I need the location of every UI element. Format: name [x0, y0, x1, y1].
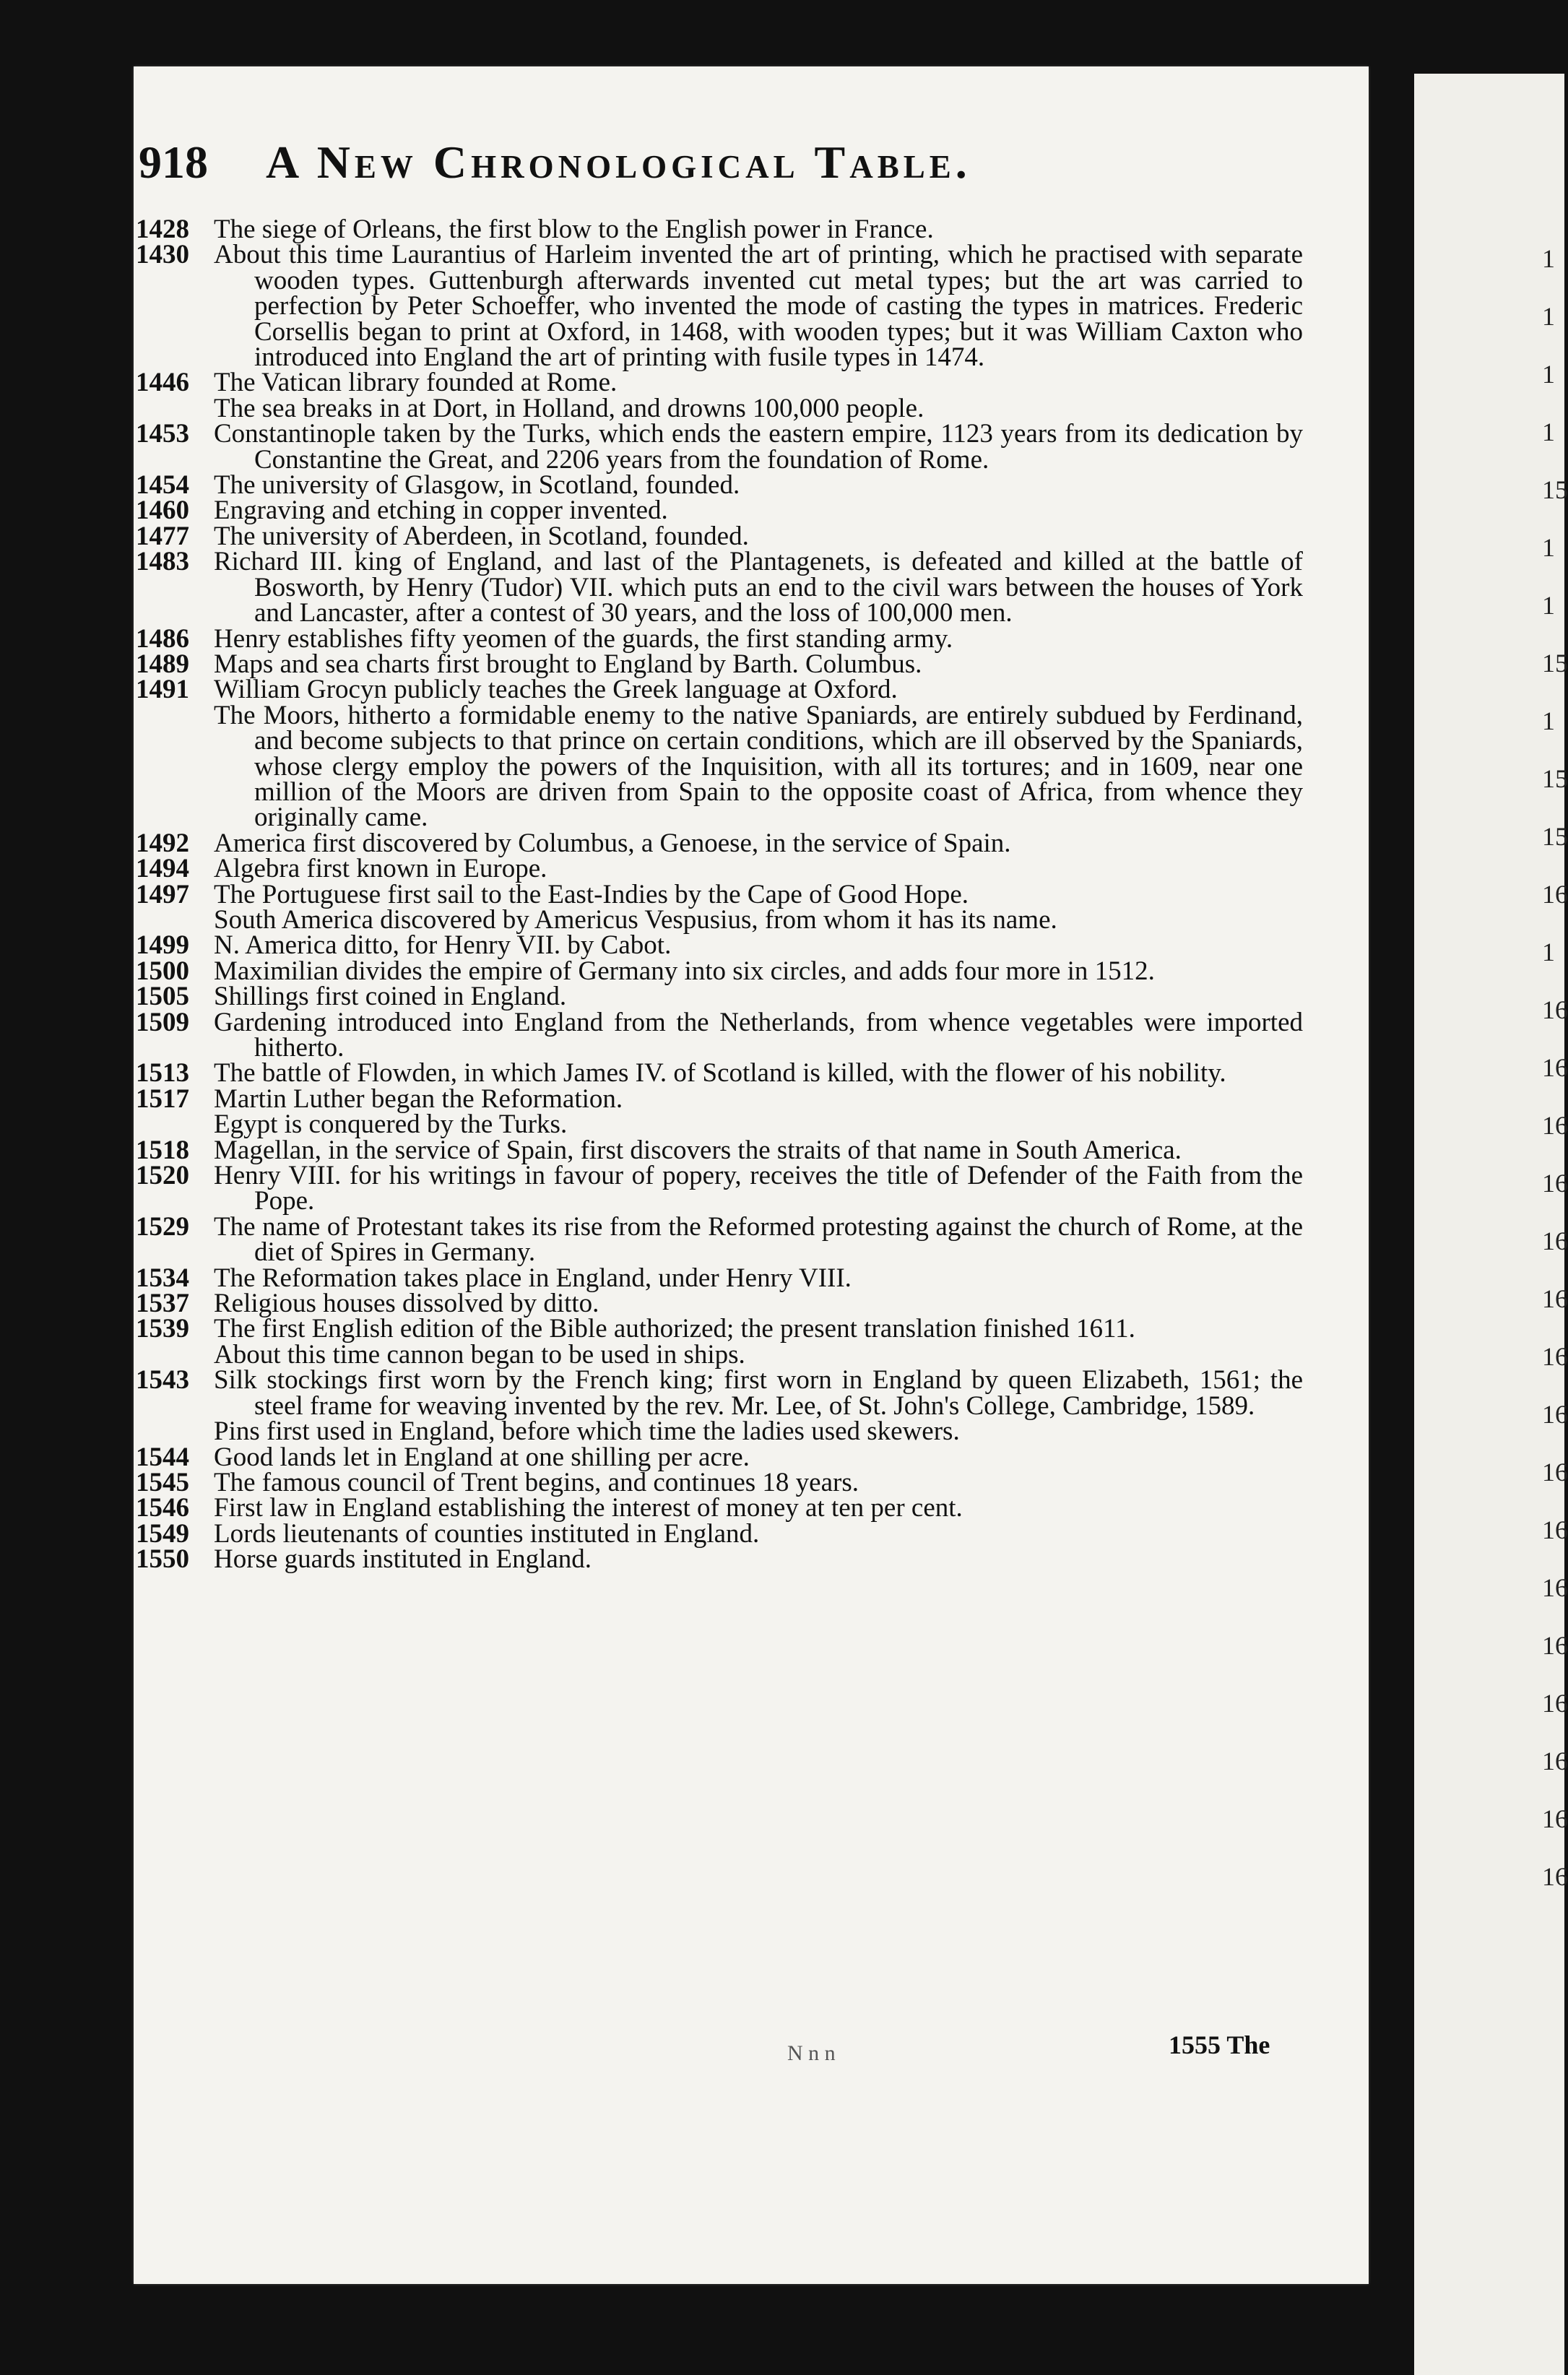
facing-year-fragment: 16 — [1542, 1284, 1568, 1313]
facing-year-fragment: 1 — [1542, 938, 1555, 966]
entry-text: Algebra first known in Europe. — [214, 854, 547, 884]
chronology-entry — [136, 1289, 1303, 1319]
facing-year-fragment: 16 — [1542, 1342, 1568, 1371]
entry-text: Henry establishes fifty yeomen of the guards, the first standing army. — [214, 623, 953, 654]
facing-year-fragment: 16 — [1542, 1747, 1568, 1775]
chronology-entry — [136, 240, 1303, 373]
chronology-entry — [136, 700, 1303, 833]
entry-year: 1489 — [136, 649, 189, 679]
entry-text: Martin Luther began the Reformation. — [214, 1083, 623, 1114]
entry-year: 1483 — [136, 547, 189, 577]
facing-year-fragment: 1 — [1542, 418, 1555, 446]
facing-year-fragment: 16 — [1542, 1227, 1568, 1255]
entry-year: 1491 — [136, 675, 189, 705]
chronology-entry — [136, 1058, 1303, 1089]
facing-year-fragment: 15 — [1542, 475, 1568, 504]
entry-text: The university of Glasgow, in Scotland, founded. — [214, 470, 740, 501]
entry-text: The Vatican library founded at Rome. — [214, 368, 618, 398]
chronology-entry — [136, 521, 1303, 551]
entry-year: 1505 — [136, 982, 189, 1012]
chronology-entry — [136, 419, 1303, 475]
entry-year: 1430 — [136, 240, 189, 270]
entry-text: Maps and sea charts first brought to England by Barth. Columbus. — [214, 649, 922, 679]
chronology-entry — [136, 217, 1303, 242]
chronology-entry — [136, 1109, 1303, 1140]
entry-text: Gardening introduced into England from the Netherlands, from whence vegetables were imported hitherto. — [214, 1007, 1303, 1063]
entry-year: 1500 — [136, 956, 189, 986]
facing-year-fragment: 16 — [1542, 1804, 1568, 1833]
entry-text: First law in England establishing the interest of money at ten per cent. — [214, 1493, 963, 1523]
facing-year-fragment: 16 — [1542, 1053, 1568, 1082]
entry-text: America first discovered by Columbus, a Genoese, in the service of Spain. — [214, 828, 1011, 858]
entry-text: Religious houses dissolved by ditto. — [214, 1289, 599, 1319]
entry-text: Constantinople taken by the Turks, which ends the eastern empire, 1123 years from its dedication by Constantine the Great, and 2206 years from the foundation of Rome. — [214, 419, 1303, 475]
facing-year-fragment: 1 — [1542, 360, 1555, 389]
entry-year: 1529 — [136, 1211, 189, 1242]
chronology-entry — [136, 1518, 1303, 1549]
chronology-entry — [136, 470, 1303, 501]
entry-text: South America discovered by Americus Vespusius, from whom it has its name. — [214, 904, 1057, 935]
printer-signature: N n n — [787, 2041, 836, 2065]
chronology-entry — [136, 1442, 1303, 1472]
chronology-entry — [136, 956, 1303, 986]
chronology-entry — [136, 1544, 1303, 1575]
entry-year: 1453 — [136, 419, 189, 449]
chronology-entry — [136, 1263, 1303, 1293]
facing-year-fragment: 1 — [1542, 244, 1555, 273]
entry-text: N. America ditto, for Henry VII. by Cabot. — [214, 930, 672, 961]
entry-year: 1509 — [136, 1007, 189, 1037]
entry-year: 1428 — [136, 215, 189, 244]
entry-year: 1497 — [136, 879, 189, 909]
entry-text: Maximilian divides the empire of Germany into six circles, and adds four more in 1512. — [214, 956, 1155, 986]
entry-text: Egypt is conquered by the Turks. — [214, 1109, 568, 1140]
facing-year-fragment: 16 — [1542, 1111, 1568, 1140]
entry-text: Pins first used in England, before which time the ladies used skewers. — [214, 1416, 960, 1447]
facing-year-fragment: 16 — [1542, 1458, 1568, 1487]
entry-text: Richard III. king of England, and last of the Plantagenets, is defeated and killed at the battle of Bosworth, by Henry (Tudor) VII. which puts an end to the civil wars between the houses of York and Lancaster, after a contest of 30 years, and the loss of 100,000 men. — [214, 547, 1303, 628]
facing-year-fragment: 16 — [1542, 1631, 1568, 1660]
chronology-entry — [136, 1083, 1303, 1114]
entry-year: 1520 — [136, 1161, 189, 1191]
entry-year: 1486 — [136, 623, 189, 654]
facing-year-fragment: 16 — [1542, 1689, 1568, 1718]
page-title: A New Chronological Table. — [266, 137, 971, 188]
chronology-entry — [136, 1163, 1303, 1214]
facing-year-fragment: 16 — [1542, 1573, 1568, 1602]
facing-year-fragment: 16 — [1542, 1862, 1568, 1891]
entry-text: The Reformation takes place in England, under Henry VIII. — [214, 1263, 852, 1293]
chronology-entry — [136, 675, 1303, 705]
entry-year: 1534 — [136, 1263, 189, 1293]
facing-year-fragment: 16 — [1542, 995, 1568, 1024]
chronology-entry — [136, 1493, 1303, 1523]
entry-text: Horse guards instituted in England. — [214, 1544, 592, 1575]
entry-year: 1513 — [136, 1058, 189, 1089]
facing-year-fragment: 15 — [1542, 822, 1568, 851]
entry-year: 1546 — [136, 1493, 189, 1523]
entry-year: 1499 — [136, 930, 189, 961]
entry-year: 1517 — [136, 1083, 189, 1114]
entry-text: Lords lieutenants of counties instituted in England. — [214, 1518, 760, 1549]
chronology-entry — [136, 879, 1303, 909]
entry-text: Magellan, in the service of Spain, first discovers the straits of that name in South America. — [214, 1135, 1182, 1165]
entry-year: 1537 — [136, 1289, 189, 1319]
entry-year: 1477 — [136, 521, 189, 551]
entry-text: Shillings first coined in England. — [214, 982, 567, 1012]
chronology-entry — [136, 623, 1303, 654]
entry-year: 1460 — [136, 496, 189, 526]
chronology-entry — [136, 1339, 1303, 1370]
facing-year-fragment: 16 — [1542, 880, 1568, 909]
entry-year: 1539 — [136, 1314, 189, 1344]
entry-text: The name of Protestant takes its rise from the Reformed protesting against the church of Rome, at the diet of Spires in Germany. — [214, 1211, 1303, 1268]
chronology-entry — [136, 1135, 1303, 1165]
entry-year: 1454 — [136, 470, 189, 501]
chronology-entry — [136, 1467, 1303, 1497]
entry-year: 1446 — [136, 368, 189, 398]
entry-text: The Portuguese first sail to the East-Indies by the Cape of Good Hope. — [214, 879, 969, 909]
entry-text: The Moors, hitherto a formidable enemy to the native Spaniards, are entirely subdued by Ferdinand, and become subjects to that prince on certain conditions, which are ill observed by the Spaniards, whose clergy employ the powers of the Inquisition, with all its tortures; and in 1609, near one million of the Moors are driven from Spain to the opposite coast of Africa, from whence they originally came. — [214, 700, 1303, 833]
entry-text: About this time Laurantius of Harleim invented the art of printing, which he practised with separate wooden types. Guttenburgh afterwards invented cut metal types; but the art was carried to perfection by Peter Schoeffer, who invented the mode of casting the types in matrices. Frederic Corsellis began to print at Oxford, in 1468, with wooden types; but it was William Caxton who introduced into England the art of printing with fusile types in 1474. — [214, 240, 1303, 373]
entry-year: 1492 — [136, 828, 189, 858]
chronology-entry — [136, 393, 1303, 423]
chronology-entry — [136, 982, 1303, 1012]
entry-text: The battle of Flowden, in which James IV. of Scotland is killed, with the flower of his nobility. — [214, 1058, 1226, 1089]
entry-year: 1543 — [136, 1365, 189, 1396]
facing-year-fragment: 16 — [1542, 1169, 1568, 1198]
chronology-entry — [136, 368, 1303, 398]
chronology-entry — [136, 649, 1303, 679]
facing-year-fragment: 1 — [1542, 591, 1555, 620]
facing-year-fragment: 15 — [1542, 649, 1568, 678]
chronology-list — [136, 215, 1303, 1575]
chronology-entry — [136, 1367, 1303, 1419]
chronology-entry — [136, 828, 1303, 858]
entry-text: The sea breaks in at Dort, in Holland, and drowns 100,000 people. — [214, 393, 924, 423]
entry-text: William Grocyn publicly teaches the Greek language at Oxford. — [214, 675, 898, 705]
page-number: 918 — [139, 137, 208, 188]
facing-year-fragment: 1 — [1542, 706, 1555, 735]
chronology-entry — [136, 854, 1303, 884]
chronology-entry — [136, 904, 1303, 935]
catchword: 1555 The — [1169, 2030, 1270, 2059]
facing-page-year-column — [1542, 246, 1568, 1921]
chronology-entry — [136, 496, 1303, 526]
entry-year: 1494 — [136, 854, 189, 884]
entry-year: 1550 — [136, 1544, 189, 1575]
chronology-entry — [136, 1416, 1303, 1447]
entry-text: Silk stockings first worn by the French king; first worn in England by queen Elizabeth, 1561; the steel frame for weaving invented by the rev. Mr. Lee, of St. John's College, Cambridge, 1589. — [214, 1365, 1303, 1421]
entry-year: 1549 — [136, 1518, 189, 1549]
entry-text: Good lands let in England at one shilling per acre. — [214, 1442, 750, 1472]
chronology-entry — [136, 1211, 1303, 1268]
entry-year: 1518 — [136, 1135, 189, 1165]
entry-text: Engraving and etching in copper invented. — [214, 496, 668, 526]
entry-text: Henry VIII. for his writings in favour of popery, receives the title of Defender of the Faith from the Pope. — [214, 1161, 1303, 1216]
chronology-entry — [136, 1007, 1303, 1063]
entry-text: The first English edition of the Bible authorized; the present translation finished 1611. — [214, 1314, 1135, 1344]
facing-year-fragment: 15 — [1542, 764, 1568, 793]
entry-text: About this time cannon began to be used in ships. — [214, 1339, 745, 1370]
facing-year-fragment: 16 — [1542, 1515, 1568, 1544]
entry-year: 1545 — [136, 1467, 189, 1497]
chronology-entry — [136, 930, 1303, 961]
facing-year-fragment: 16 — [1542, 1400, 1568, 1429]
entry-year: 1544 — [136, 1442, 189, 1472]
entry-text: The famous council of Trent begins, and continues 18 years. — [214, 1467, 859, 1497]
facing-year-fragment: 1 — [1542, 302, 1555, 331]
chronology-entry — [136, 1314, 1303, 1344]
page-header — [139, 136, 1265, 189]
facing-year-fragment: 1 — [1542, 533, 1555, 562]
entry-text: The siege of Orleans, the first blow to the English power in France. — [214, 215, 934, 244]
entry-text: The university of Aberdeen, in Scotland, founded. — [214, 521, 749, 551]
chronology-entry — [136, 549, 1303, 626]
